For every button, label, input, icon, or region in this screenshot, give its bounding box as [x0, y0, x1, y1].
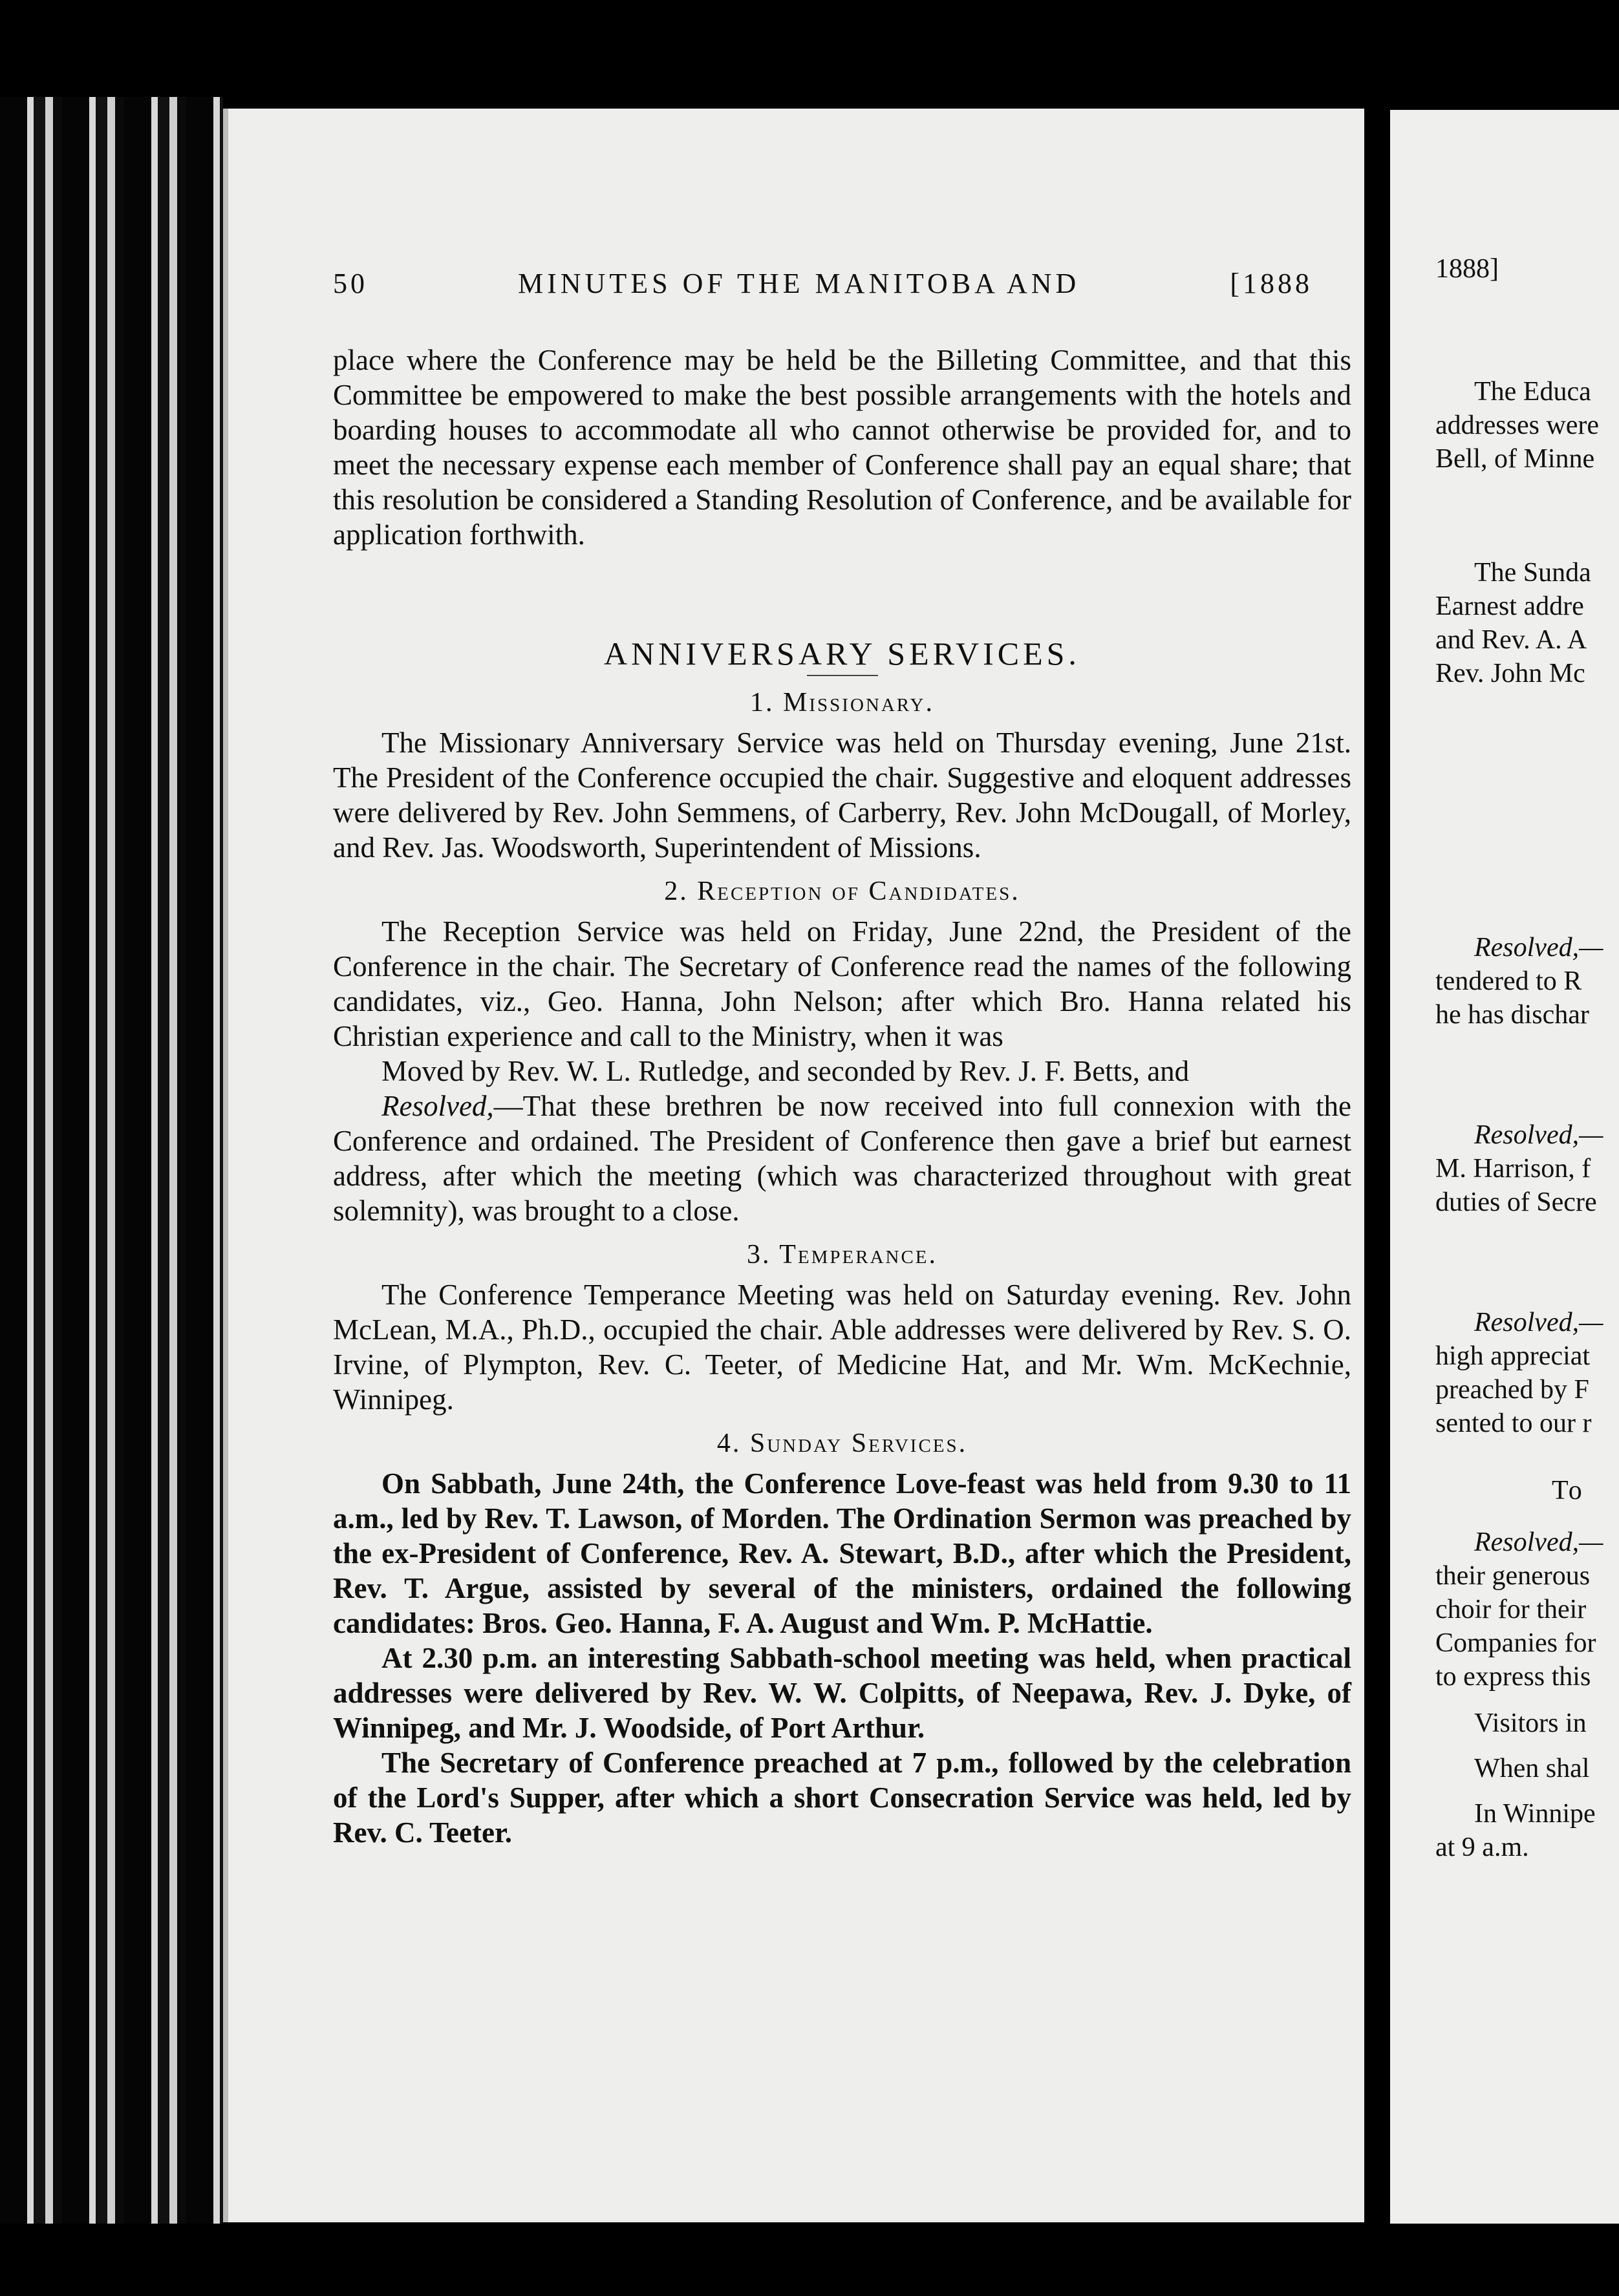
right-line: to express this: [1435, 1662, 1591, 1692]
right-line: Visitors in: [1474, 1708, 1587, 1738]
right-line: Companies for: [1435, 1628, 1596, 1658]
page-year: [1888: [1230, 268, 1313, 299]
section-heading-temperance: 3. Temperance.: [746, 1240, 938, 1270]
right-line: Resolved,—: [1474, 1120, 1603, 1150]
running-title: MINUTES OF THE MANITOBA AND: [518, 268, 1080, 299]
page-header: [333, 267, 1313, 300]
right-line: at 9 a.m.: [1435, 1833, 1529, 1862]
right-line: their generous: [1435, 1561, 1591, 1591]
right-page-year: 1888]: [1435, 254, 1499, 284]
right-line: choir for their: [1435, 1595, 1587, 1624]
temperance-paragraph: The Conference Temperance Meeting was held on Saturday evening. Rev. John McLean, M.A., Ph.D., occupied the chair. Able addresses were delivered by Rev. S. O. Irvine, of Plympton, Rev. C. Teeter, of Medicine Hat, and Mr. Wm. McKechnie, Winnipeg.: [333, 1279, 1351, 1416]
book-binding: [0, 97, 223, 2224]
right-line: high appreciat: [1435, 1341, 1591, 1371]
right-page: [1390, 110, 1619, 2224]
page-body: [333, 343, 1351, 1850]
right-line: Earnest addre: [1435, 591, 1584, 621]
right-line: Resolved,—: [1474, 1527, 1603, 1557]
right-line: In Winnipe: [1474, 1799, 1596, 1829]
sunday-paragraph-3: The Secretary of Conference preached at 7 p.m., followed by the celebration of the Lord's Supper, after which a short Consecration Service was held, led by Rev. C. Teeter.: [333, 1747, 1351, 1849]
divider: [807, 675, 878, 676]
right-line: The Sunda: [1474, 558, 1591, 588]
section-heading-missionary: 1. Missionary.: [750, 688, 934, 717]
right-line: and Rev. A. A: [1435, 625, 1587, 655]
right-line: Resolved,—: [1474, 1308, 1603, 1337]
resolved-paragraph: [333, 1089, 1351, 1228]
page-number: 50: [333, 268, 368, 299]
resolved-label: Resolved,: [381, 1090, 494, 1122]
resolved-text: —That these brethren be now received into full connexion with the Conference and ordained. The President of Conference then gave a brief but earnest address, after which the meeting (which was characterized throughout with great solemnity), was brought to a close.: [333, 1090, 1351, 1227]
left-page: [223, 109, 1364, 2222]
right-line: When shal: [1474, 1754, 1590, 1783]
section-heading-reception: 2. Reception of Candidates.: [664, 877, 1020, 906]
sunday-paragraph-1: On Sabbath, June 24th, the Conference Love-feast was held from 9.30 to 11 a.m., led by Rev. T. Lawson, of Morden. The Ordination Sermon was preached by the ex-President of Conference, Rev. A. Stewart, B.D., after which the President, Rev. T. Argue, assisted by several of the ministers, ordained the following candidates: Bros. Geo. Hanna, F. A. August and Wm. P. McHattie.: [333, 1467, 1351, 1639]
right-line: tendered to R: [1435, 966, 1582, 996]
right-line: Bell, of Minne: [1435, 444, 1595, 474]
right-line: The Educa: [1474, 377, 1591, 407]
right-line: Rev. John Mc: [1435, 659, 1585, 688]
section-heading-sunday: 4. Sunday Services.: [716, 1429, 968, 1458]
right-line: addresses were: [1435, 410, 1600, 440]
right-line: duties of Secre: [1435, 1187, 1597, 1217]
sunday-paragraph-2: At 2.30 p.m. an interesting Sabbath-school meeting was held, when practical addresses were delivered by Rev. W. W. Colpitts, of Neepawa, Rev. J. Dyke, of Winnipeg, and Mr. J. Woodside, of Port Arthur.: [333, 1642, 1351, 1744]
missionary-paragraph: The Missionary Anniversary Service was held on Thursday evening, June 21st. The President of the Conference occupied the chair. Suggestive and eloquent addresses were delivered by Rev. John Semmens, of Carberry, Rev. John McDougall, of Morley, and Rev. Jas. Woodsworth, Superintendent of Missions.: [333, 727, 1351, 864]
right-line: M. Harrison, f: [1435, 1154, 1591, 1184]
right-line: Resolved,—: [1474, 933, 1603, 962]
right-line: To: [1552, 1476, 1584, 1505]
reception-paragraph: The Reception Service was held on Friday, June 22nd, the President of the Conference in the chair. The Secretary of Conference read the names of the following candidates, viz., Geo. Hanna, John Nelson; after which Bro. Hanna related his Christian experience and call to the Ministry, when it was: [333, 915, 1351, 1052]
right-line: sented to our r: [1435, 1408, 1592, 1438]
right-line: preached by F: [1435, 1375, 1589, 1405]
section-title: ANNIVERSARY SERVICES.: [604, 635, 1080, 672]
right-line: he has dischar: [1435, 1000, 1589, 1030]
moved-paragraph: Moved by Rev. W. L. Rutledge, and seconded by Rev. J. F. Betts, and: [381, 1055, 1190, 1087]
opening-paragraph: place where the Conference may be held be the Billeting Committee, and that this Committee be empowered to make the best possible arrangements with the hotels and boarding houses to accommodate all who cannot otherwise be provided for, and to meet the necessary expense each member of Conference shall pay an equal share; that this resolution be considered a Standing Resolution of Conference, and be available for application forthwith.: [333, 344, 1351, 551]
